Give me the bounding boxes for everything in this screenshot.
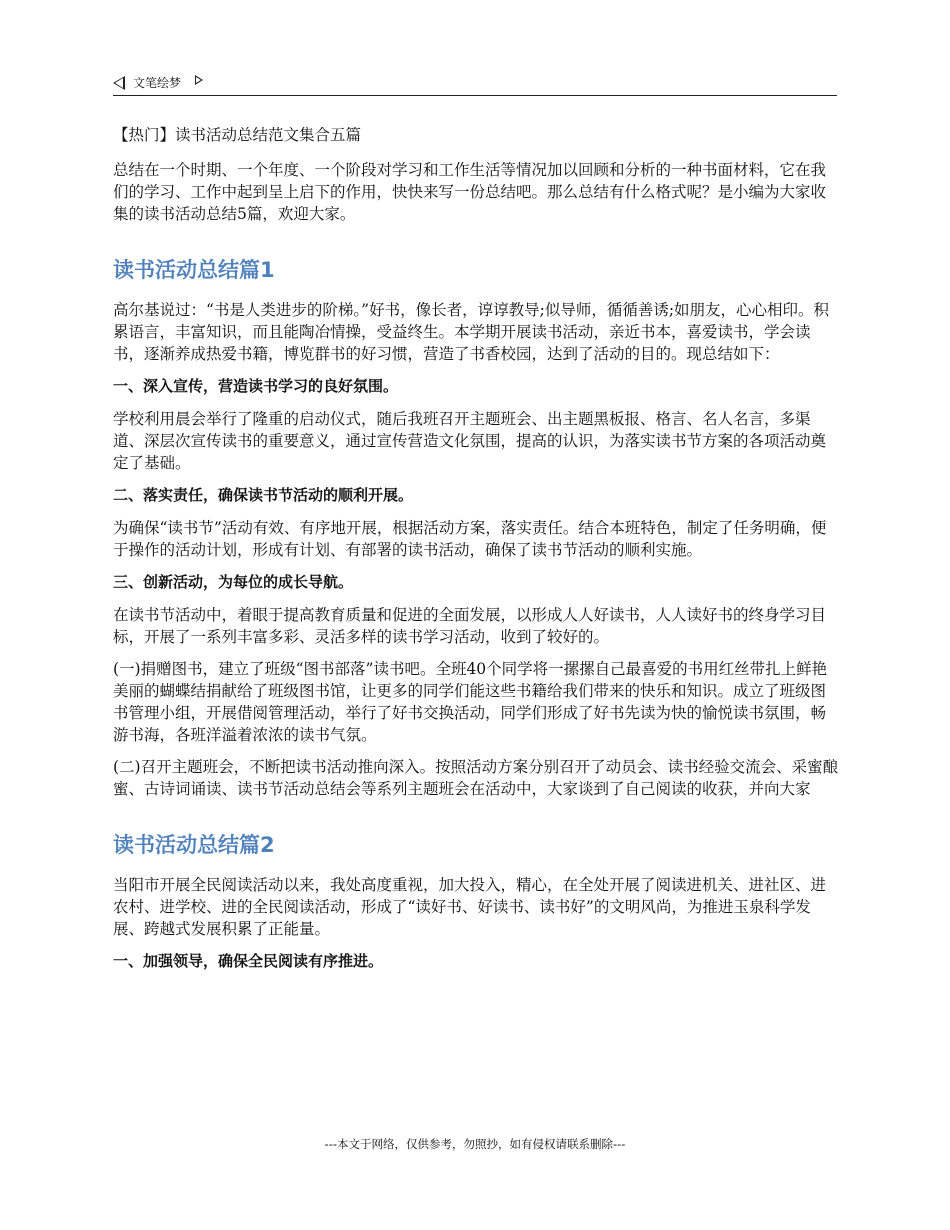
section-1-paragraph: (一)捐赠图书，建立了班级“图书部落”读书吧。全班40个同学将一摞摞自己最喜爱的书用红丝带扎上鲜艳美丽的蝴蝶结捐献给了班级图书馆，让更多的同学们能这些书籍给我们带来的快乐和知识。成立了班级图书管理小组，开展借阅管理活动，举行了好书交换活动，同学们形成了好书先读为快的愉悦读书氛围，畅游书海，各班洋溢着浓浓的读书气氛。 [113, 660, 828, 744]
page-header [113, 68, 837, 96]
footer-disclaimer: ---本文于网络，仅供参考，勿照抄，如有侵权请联系删除--- [324, 1137, 626, 1151]
section-1-subheading: 二、落实责任，确保读书节活动的顺利开展。 [113, 486, 414, 504]
section-1-paragraph: 学校利用晨会举行了隆重的启动仪式，随后我班召开主题班会、出主题黑板报、格言、名人名言，多渠道、深层次宣传读书的重要意义，通过宣传营造文化氛围，提高的认识，为落实读书节方案的各项活动奠定了基础。 [113, 410, 827, 472]
section-2-paragraph: 当阳市开展全民阅读活动以来，我处高度重视，加大投入，精心，在全处开展了阅读进机关、进社区、进农村、进学校、进的全民阅读活动，形成了“读好书、好读书、读书好”的文明风尚，为推进玉泉科学发展、跨越式发展积累了正能量。 [113, 876, 827, 938]
left-triangle-icon [113, 76, 125, 90]
section-1-paragraph: 为确保“读书节”活动有效、有序地开展，根据活动方案，落实责任。结合本班特色，制定了任务明确，便于操作的活动计划，形成有计划、有部署的读书活动，确保了读书节活动的顺利实施。 [113, 519, 827, 559]
section-2-heading: 读书活动总结篇2 [113, 833, 275, 857]
document-title: 【热门】读书活动总结范文集合五篇 [113, 126, 362, 144]
section-1-subheading: 三、创新活动，为每位的成长导航。 [113, 573, 354, 591]
brand [113, 74, 203, 91]
intro-paragraph: 总结在一个时期、一个年度、一个阶段对学习和工作生活等情况加以回顾和分析的一种书面材料，它在我们的学习、工作中起到呈上启下的作用，快快来写一份总结吧。那么总结有什么格式呢？是小编为大家收集的读书活动总结5篇，欢迎大家。 [113, 161, 827, 223]
section-2-subheading: 一、加强领导，确保全民阅读有序推进。 [113, 952, 384, 970]
section-1-paragraph: 在读书节活动中，着眼于提高教育质量和促进的全面发展，以形成人人好读书，人人读好书的终身学习目标，开展了一系列丰富多彩、灵活多样的读书学习活动，收到了较好的。 [113, 606, 827, 646]
right-triangle-icon [195, 75, 203, 85]
brand-name: 文笔绘梦 [133, 76, 182, 90]
document-body [113, 124, 841, 983]
section-1-heading: 读书活动总结篇1 [113, 258, 275, 282]
section-1-subheading: 一、深入宣传，营造读书学习的良好氛围。 [113, 377, 399, 395]
section-1-paragraph: 高尔基说过：“书是人类进步的阶梯。”好书，像长者，谆谆教导;似导师，循循善诱;如朋友，心心相印。积累语言，丰富知识，而且能陶冶情操，受益终生。本学期开展读书活动，亲近书本，喜爱读书，学会读书，逐渐养成热爱书籍，博览群书的好习惯，营造了书香校园，达到了活动的目的。现总结如下： [113, 301, 830, 363]
section-1-paragraph: (二)召开主题班会，不断把读书活动推向深入。按照活动方案分别召开了动员会、读书经验交流会、采蜜酿蜜、古诗词诵读、读书节活动总结会等系列主题班会在活动中，大家谈到了自己阅读的收获，并向大家 [113, 758, 839, 798]
